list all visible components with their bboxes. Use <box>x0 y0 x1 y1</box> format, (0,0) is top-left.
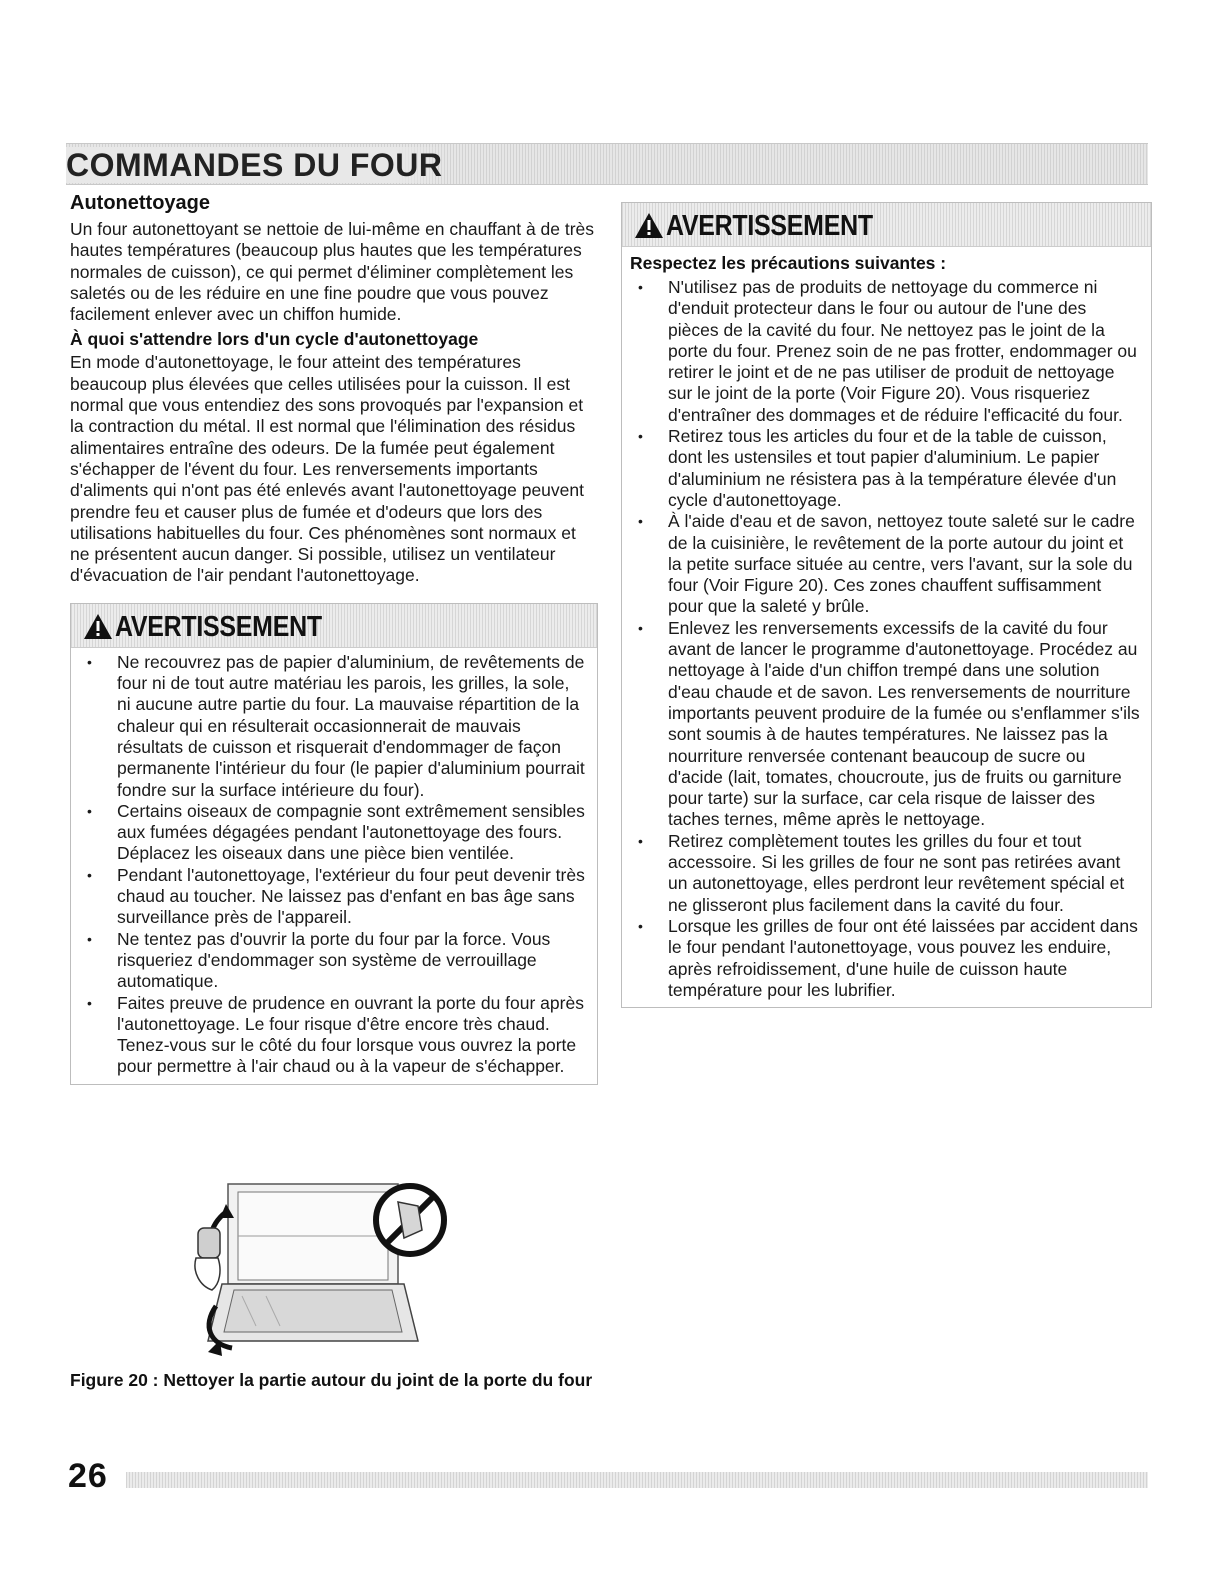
intro-paragraph: Un four autonettoyant se nettoie de lui-même en chauffant à de très hautes températures (beaucoup plus hautes que les températures normales de cuisson), ce qui permet d'éliminer complètement les saletés ou de les réduire en une fine poudre que vous pouvez facilement enlever avec un chiffon humide. <box>70 219 595 325</box>
list-item: • Retirez complètement toutes les grilles du four et tout accessoire. Si les grilles de four ne sont pas retirées avant un autonettoyage, elles perdront leur revêtement spécial et ne glisseront plus facilement dans la cavité du four. <box>638 830 1125 915</box>
warning-triangle-icon <box>634 212 664 239</box>
warning-header <box>622 203 1151 247</box>
page-title: COMMANDES DU FOUR <box>66 147 452 183</box>
list-item: • À l'aide d'eau et de savon, nettoyez toute saleté sur le cadre de la cuisinière, le revêtement de la porte autour du joint et la petite surface située au centre, vers l'avant, sur la sole du four (Voir Figure 20). Ces zones chauffent suffisamment pour que la saleté y brûle. <box>638 511 1135 617</box>
list-item: • Certains oiseaux de compagnie sont extrêmement sensibles aux fumées dégagées pendant l'autonettoyage des fours. Déplacez les oiseaux dans une pièce bien ventilée. <box>87 800 585 864</box>
right-column <box>621 202 1152 1008</box>
list-item: • N'utilisez pas de produits de nettoyage du commerce ni d'enduit protecteur dans le four ou autour de l'une des pièces de la cavité du four. Ne nettoyez pas le joint de la porte du four. Prenez soin de ne pas frotter, endommager ou retirer le joint et de ne pas utiliser de produit de nettoyage sur le joint de la porte (Voir Figure 20). Vous risqueriez d'entraîner des dommages et de réduire l'efficacité du four. <box>638 277 1137 425</box>
list-item: • Ne tentez pas d'ouvrir la porte du four par la force. Vous risqueriez d'endommager son système de verrouillage automatique. <box>87 928 551 992</box>
list-item: • Retirez tous les articles du four et de la table de cuisson, dont les ustensiles et tout papier d'aluminium. Le papier d'aluminium ne résistera pas à la température élevée d'un cycle d'autonettoyage. <box>638 426 1117 510</box>
warning-title: AVERTISSEMENT <box>666 210 873 242</box>
oven-door-illustration <box>186 1176 466 1361</box>
section-title: Autonettoyage <box>70 192 210 214</box>
left-column <box>70 191 598 1085</box>
warning-triangle-icon <box>83 613 113 640</box>
warning-list <box>71 648 597 1084</box>
list-item: • Faites preuve de prudence en ouvrant la porte du four après l'autonettoyage. Le four risque d'être encore très chaud. Tenez-vous sur le côté du four lorsque vous ouvrez la porte pour permettre à l'air chaud ou à la vapeur de s'échapper. <box>87 992 584 1077</box>
warning-list <box>622 275 1151 1007</box>
warning-box-left <box>70 603 598 1085</box>
warning-title: AVERTISSEMENT <box>115 610 322 643</box>
warning-lead: Respectez les précautions suivantes : <box>630 253 947 273</box>
warning-header <box>71 604 597 648</box>
subheading: À quoi s'attendre lors d'un cycle d'autonettoyage <box>70 329 479 350</box>
list-item: • Ne recouvrez pas de papier d'aluminium, de revêtements de four ni de tout autre matériau les parois, les grilles, la sole, ni aucune autre partie du four. La mauvaise répartition de la chaleur qui en résulterait occasionnerait de mauvais résultats de cuisson et risquerait d'endommager de façon permanente l'intérieur du four (le papier d'aluminium pourrait fondre sur la surface intérieure du four). <box>87 651 585 800</box>
list-item: • Pendant l'autonettoyage, l'extérieur du four peut devenir très chaud au toucher. Ne laissez pas d'enfant en bas âge sans surveillance près de l'appareil. <box>87 864 585 928</box>
list-item: • Enlevez les renversements excessifs de la cavité du four avant de lancer le programme d'autonettoyage. Procédez au nettoyage à l'aide d'un chiffon trempé dans une solution d'eau chaude et de savon. Les renversements de nourriture importants peuvent produire de la fumée ou s'enflammer s'ils sont soumis à de hautes températures. Ne laissez pas la nourriture renversée contenant beaucoup de sucre ou d'acide (lait, tomates, choucroute, jus de fruits ou garniture pour tarte) sur la surface, car cela risque de laisser des taches ternes, même après le nettoyage. <box>638 617 1140 830</box>
warning-box-right <box>621 202 1152 1008</box>
section-header-band <box>66 143 1148 185</box>
page-number: 26 <box>68 1457 108 1495</box>
figure-caption: Figure 20 : Nettoyer la partie autour du joint de la porte du four <box>70 1370 593 1390</box>
footer-rule <box>126 1472 1148 1488</box>
list-item: • Lorsque les grilles de four ont été laissées par accident dans le four pendant l'autonettoyage, vous pouvez les enduire, après refroidissement, d'une huile de cuisson haute température pour les lubrifier. <box>638 915 1138 1000</box>
body-paragraph: En mode d'autonettoyage, le four atteint des températures beaucoup plus élevées que celles utilisées pour la cuisson. Il est normal que vous entendiez des sons provoqués par l'expansion et la contraction du métal. Il est normal que l'élimination des résidus alimentaires entraîne des odeurs. De la fumée peut également s'échapper de l'évent du four. Les renversements importants d'aliments qui n'ont pas été enlevés avant l'autonettoyage peuvent prendre feu et causer plus de fumée et d'odeurs que lors des utilisations habituelles du four. Ces phénomènes sont normaux et ne présentent aucun danger. Si possible, utilisez un ventilateur d'évacuation de l'air pendant l'autonettoyage. <box>70 352 584 586</box>
